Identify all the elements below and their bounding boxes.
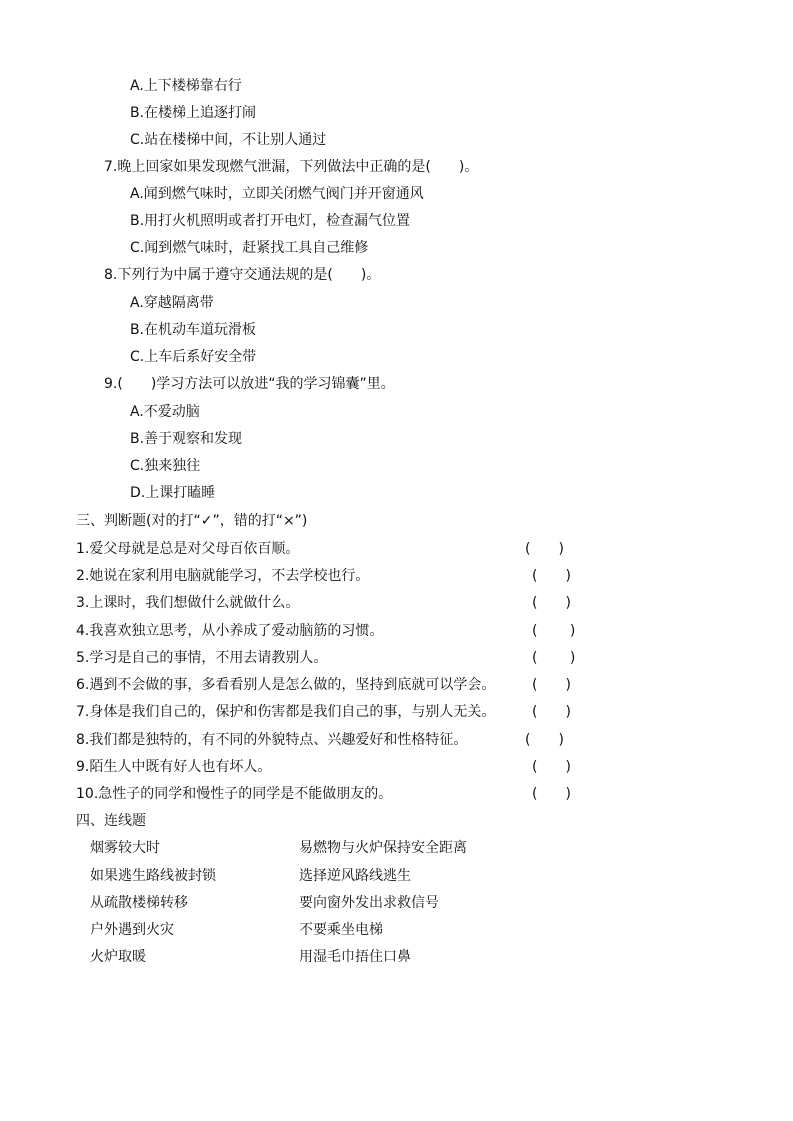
judgment-item-text: 6.遇到不会做的事，多看看别人是怎么做的，坚持到底就可以学会。: [76, 677, 496, 693]
q7-option-b: B.用打火机照明或者打开电灯，检查漏气位置: [130, 213, 411, 229]
matching-left-item[interactable]: 从疏散楼梯转移: [90, 895, 188, 911]
answer-parentheses[interactable]: ( ): [532, 786, 571, 802]
q7-option-c: C.闻到燃气味时，赶紧找工具自己维修: [130, 240, 369, 256]
matching-left-item[interactable]: 如果逃生路线被封锁: [90, 868, 216, 884]
q8-stem: 8.下列行为中属于遵守交通法规的是( )。: [104, 267, 381, 283]
matching-right-item[interactable]: 不要乘坐电梯: [299, 922, 383, 938]
judgment-item-text: 8.我们都是独特的，有不同的外貌特点、兴趣爱好和性格特征。: [76, 732, 468, 748]
matching-left-item[interactable]: 烟雾较大时: [90, 840, 160, 856]
judgment-heading: 三、判断题(对的打“✓”，错的打“×”): [76, 513, 308, 529]
q6-option-c: C.站在楼梯中间，不让别人通过: [130, 132, 327, 148]
q6-option-a: A.上下楼梯靠右行: [130, 78, 242, 94]
answer-parentheses[interactable]: ( ): [532, 759, 571, 775]
judgment-item-text: 5.学习是自己的事情，不用去请教别人。: [76, 650, 328, 666]
q7-option-a: A.闻到燃气味时，立即关闭燃气阀门并开窗通风: [130, 186, 424, 202]
q9-stem: 9.( )学习方法可以放进“我的学习锦囊”里。: [104, 376, 395, 392]
matching-left-item[interactable]: 火炉取暖: [90, 949, 146, 965]
answer-parentheses[interactable]: ( ): [532, 623, 576, 639]
matching-right-item[interactable]: 选择逆风路线逃生: [299, 868, 411, 884]
matching-right-item[interactable]: 易燃物与火炉保持安全距离: [299, 840, 467, 856]
answer-parentheses[interactable]: ( ): [532, 595, 571, 611]
answer-parentheses[interactable]: ( ): [532, 677, 571, 693]
q9-option-a: A.不爱动脑: [130, 404, 200, 420]
judgment-item-text: 4.我喜欢独立思考，从小养成了爱动脑筋的习惯。: [76, 623, 384, 639]
q9-option-d: D.上课打瞌睡: [130, 485, 216, 501]
q6-option-b: B.在楼梯上追逐打闹: [130, 105, 257, 121]
judgment-item-text: 3.上课时，我们想做什么就做什么。: [76, 595, 300, 611]
judgment-item-text: 10.急性子的同学和慢性子的同学是不能做朋友的。: [76, 786, 393, 802]
judgment-item-text: 9.陌生人中既有好人也有坏人。: [76, 759, 272, 775]
q8-option-a: A.穿越隔离带: [130, 295, 214, 311]
matching-heading: 四、连线题: [76, 813, 146, 829]
judgment-item-text: 1.爱父母就是总是对父母百依百顺。: [76, 541, 300, 557]
q9-option-c: C.独来独往: [130, 458, 201, 474]
matching-right-item[interactable]: 要向窗外发出求救信号: [299, 895, 439, 911]
answer-parentheses[interactable]: ( ): [532, 650, 576, 666]
judgment-item-text: 2.她说在家利用电脑就能学习，不去学校也行。: [76, 568, 370, 584]
q7-stem: 7.晚上回家如果发现燃气泄漏，下列做法中正确的是( )。: [104, 159, 479, 175]
q8-option-b: B.在机动车道玩滑板: [130, 322, 257, 338]
answer-parentheses[interactable]: ( ): [525, 732, 564, 748]
answer-parentheses[interactable]: ( ): [532, 704, 571, 720]
matching-right-item[interactable]: 用湿毛巾捂住口鼻: [299, 949, 411, 965]
matching-left-item[interactable]: 户外遇到火灾: [90, 922, 174, 938]
q9-option-b: B.善于观察和发现: [130, 431, 243, 447]
judgment-item-text: 7.身体是我们自己的，保护和伤害都是我们自己的事，与别人无关。: [76, 704, 496, 720]
q8-option-c: C.上车后系好安全带: [130, 349, 257, 365]
answer-parentheses[interactable]: ( ): [532, 568, 571, 584]
answer-parentheses[interactable]: ( ): [525, 541, 564, 557]
